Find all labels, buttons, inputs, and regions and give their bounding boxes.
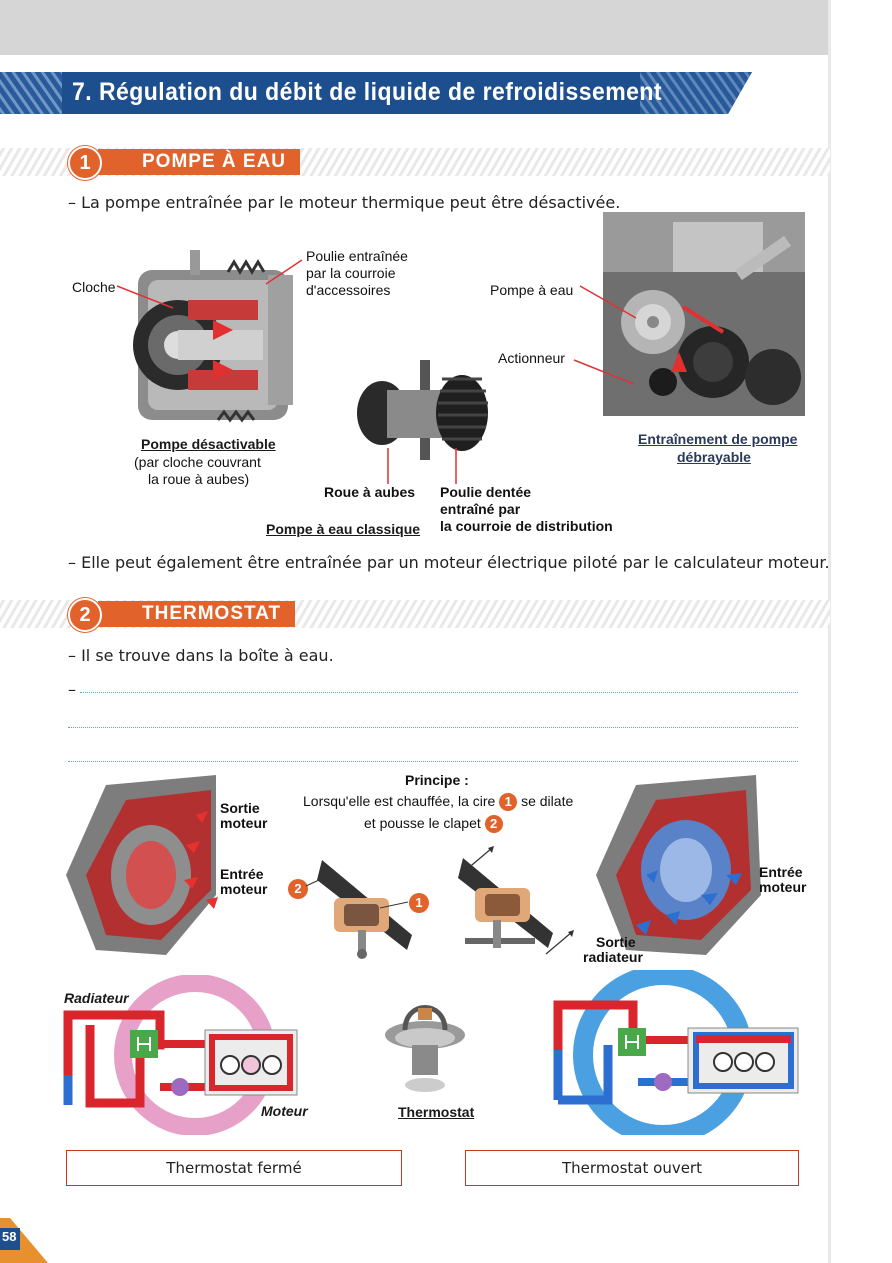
section-number-1: 1 xyxy=(68,146,102,180)
page-number: 58 xyxy=(2,1229,17,1244)
classic-pump-leaders xyxy=(380,448,470,488)
principe-text-1b: se dilate xyxy=(521,793,574,809)
label-poulie-dentee-2: entraîné par xyxy=(440,501,521,517)
circuit-open-schematic xyxy=(538,970,808,1135)
section2-dash: – xyxy=(68,680,76,699)
label-pompe-a-eau: Pompe à eau xyxy=(490,282,574,298)
part-number-2: 2 xyxy=(288,879,308,899)
caption-desactivable-title: Pompe désactivable xyxy=(141,436,276,452)
label-poulie-dentee-3: la courroie de distribution xyxy=(440,518,613,534)
label-moteur: Moteur xyxy=(261,1103,308,1119)
label-sortie-moteur-1: Sortie xyxy=(220,800,260,816)
caption-debrayable-1: Entraînement de pompe xyxy=(638,431,798,447)
pompe-leader xyxy=(578,282,638,320)
caption-desactivable-2: la roue à aubes) xyxy=(148,471,250,487)
label-roue-a-aubes: Roue à aubes xyxy=(324,484,416,500)
principe-text-2: et pousse le clapet xyxy=(364,815,481,831)
top-band xyxy=(0,0,830,55)
principe-text-1a: Lorsqu'elle est chauffée, la cire xyxy=(303,793,496,809)
section-tag-2: THERMOSTAT xyxy=(98,601,295,627)
section-tag-1: POMPE À EAU xyxy=(98,149,300,175)
label-cloche: Cloche xyxy=(72,279,116,295)
label-actionneur: Actionneur xyxy=(498,350,565,366)
part-number-1: 1 xyxy=(409,893,429,913)
label-poulie-2: par la courroie xyxy=(306,265,396,281)
section1-line2: – Elle peut également être entraînée par un moteur électrique piloté par le calculateur moteur. xyxy=(68,553,830,572)
actionneur-leader xyxy=(572,356,636,386)
poulie-leader xyxy=(264,258,304,286)
housing-closed-illustration xyxy=(66,775,222,965)
box-thermostat-ouvert: Thermostat ouvert xyxy=(465,1150,799,1186)
thermostat-photo xyxy=(380,990,470,1095)
page-title: 7. Régulation du débit de liquide de refroidissement xyxy=(72,78,663,106)
caption-thermostat: Thermostat xyxy=(398,1104,475,1120)
principe-line-1 xyxy=(303,793,573,811)
principe-title: Principe : xyxy=(405,772,469,788)
caption-debrayable-2: débrayable xyxy=(677,449,751,465)
leader-2 xyxy=(304,872,334,888)
principe-line-2 xyxy=(364,815,503,833)
principe-badge-1: 1 xyxy=(499,793,517,811)
label-entree-moteur-1: Entrée xyxy=(220,866,264,882)
label-entree-moteur-right-1: Entrée xyxy=(759,864,803,880)
caption-classique: Pompe à eau classique xyxy=(266,521,421,537)
answer-line-3[interactable] xyxy=(68,761,798,762)
label-radiateur: Radiateur xyxy=(64,990,129,1006)
label-entree-moteur-2: moteur xyxy=(220,881,268,897)
open-arrow-up xyxy=(460,844,500,874)
answer-line-1[interactable] xyxy=(80,692,798,693)
answer-line-2[interactable] xyxy=(68,727,798,728)
page-edge xyxy=(828,0,831,1263)
section1-line1: – La pompe entraînée par le moteur thermique peut être désactivée. xyxy=(68,193,621,212)
section-number-2: 2 xyxy=(68,598,102,632)
label-poulie-1: Poulie entraînée xyxy=(306,248,408,264)
label-entree-moteur-right-2: moteur xyxy=(759,879,807,895)
leader-1 xyxy=(378,898,410,910)
label-poulie-dentee-1: Poulie dentée xyxy=(440,484,532,500)
box-thermostat-ferme: Thermostat fermé xyxy=(66,1150,402,1186)
label-poulie-3: d'accessoires xyxy=(306,282,391,298)
principe-badge-2: 2 xyxy=(485,815,503,833)
open-arrow-down xyxy=(540,928,580,958)
label-sortie-moteur-2: moteur xyxy=(220,815,268,831)
caption-desactivable-1: (par cloche couvrant xyxy=(134,454,261,470)
cloche-leader xyxy=(115,282,175,312)
label-sortie-radiateur-1: Sortie xyxy=(596,934,636,950)
label-sortie-radiateur-2: radiateur xyxy=(583,949,643,965)
section2-line1: – Il se trouve dans la boîte à eau. xyxy=(68,646,334,665)
